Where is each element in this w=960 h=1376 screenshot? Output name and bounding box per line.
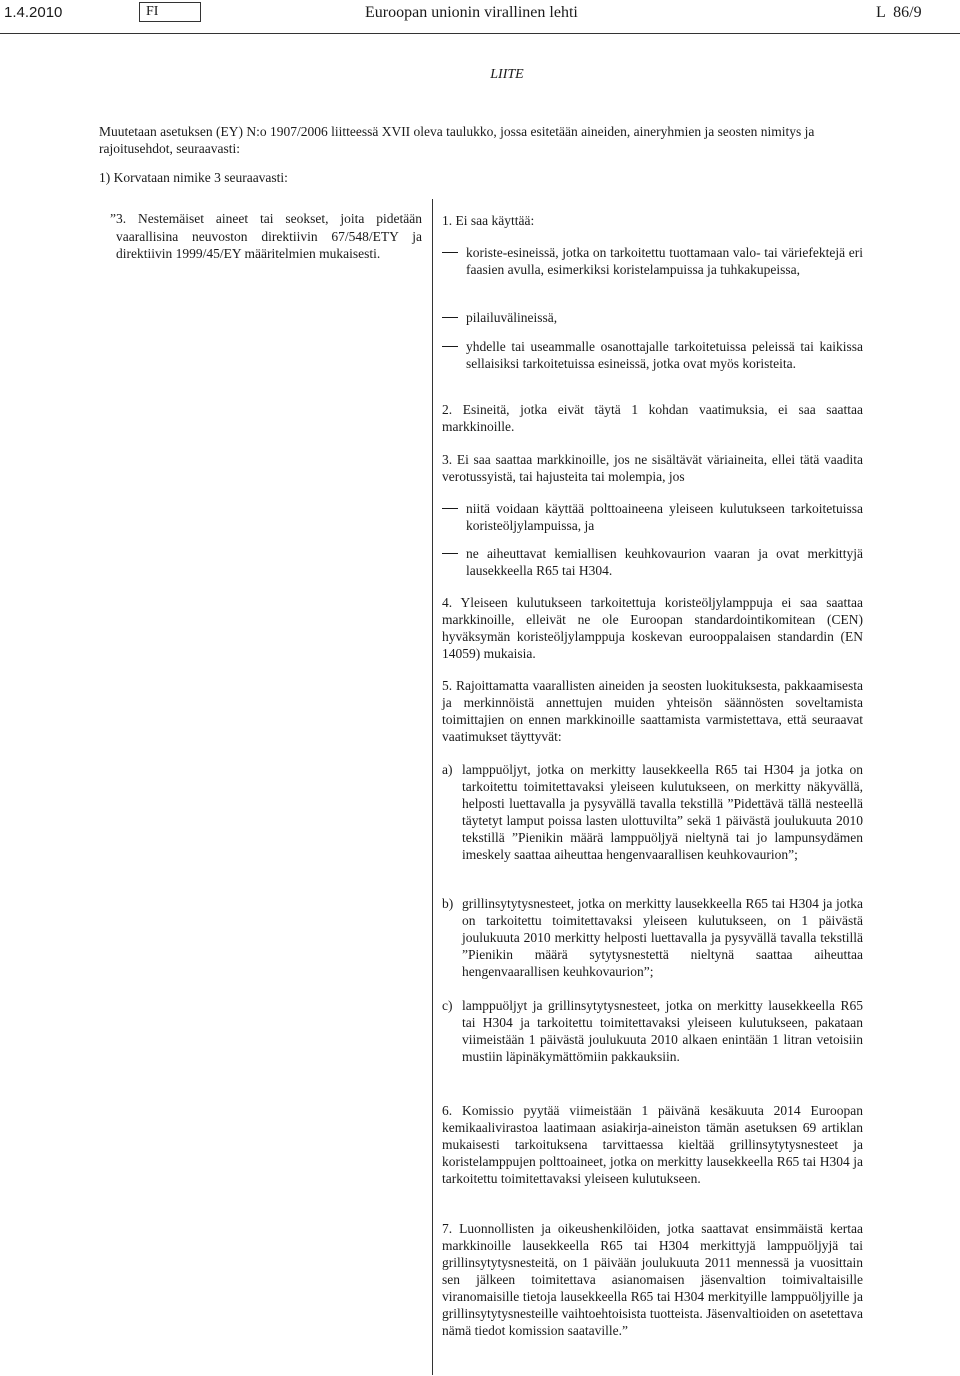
list-item — [442, 761, 863, 863]
list-item-text: pilailuvälineissä, — [466, 310, 558, 325]
dash-marker — [442, 252, 458, 253]
section-title: LIITE — [490, 67, 524, 82]
list-item — [442, 338, 863, 372]
list-item — [442, 500, 863, 534]
language-code-box: FI — [139, 2, 201, 22]
list-letter: a) — [442, 762, 453, 777]
list-item-text: yhdelle tai useammalle osanottajalle tarkoitetuissa peleissä tai kaikissa sellaisiksi tarkoitetuissa esineissä, jotka ovat myös koristeita. — [466, 339, 863, 371]
list-item-text: lamppuöljyt, jotka on merkitty lausekkeella R65 tai H304 ja jotka on tarkoitettu toimitettavaksi yleiseen kulutukseen, on merkitty näkyvällä, helposti luettavalla ja pysyvällä tavalla tekstillä ”Pidettävä tällä nesteellä täytetyt lamput poissa lasten ulottuvilta” sekä 1 päivästä joulukuuta 2010 tekstillä ”Pienikin määrä lamppuöljyä nieltynä tai jo lampunsydämen imeskely saattaa aiheuttaa hengenvaarallisen keuhkovaurion”; — [462, 762, 863, 862]
amendment-item-1: 1) Korvataan nimike 3 seuraavasti: — [99, 170, 288, 185]
substance-entry-text: 3. Nestemäiset aineet tai seokset, joita pidetään vaarallisina neuvoston direktiivin 67/548/ETY ja direktiivin 1999/45/EY määritelmien mukaisesti. — [116, 211, 422, 261]
list-item — [442, 545, 863, 579]
list-item-text: lamppuöljyt ja grillinsytytysnesteet, jotka on merkitty lausekkeella R65 tai H304 ja tarkoitettu toimitettavaksi yleiseen kulutukseen, pakataan viimeistään 1 päivästä joulukuuta 2010 alkaen enintään 1 litran vetoisiin mustiin läpinäkymättömiin pakkauksiin. — [462, 998, 863, 1064]
list-letter: b) — [442, 896, 454, 911]
opening-quote: ” — [110, 211, 116, 226]
table-column-divider — [432, 199, 433, 1375]
dash-marker — [442, 317, 458, 318]
restriction-paragraph-6: 6. Komissio pyytää viimeistään 1 päivänä kesäkuuta 2014 Euroopan kemikaalivirastoa laatimaan asiakirja-aineiston tämän asetuksen 69 artiklan mukaisesti tarkoituksena tarvittaessa kieltää grillinsytytysnesteet ja koristelamppujen polttoaineet, jotka on merkitty lausekkeella R65 tai H304 ja tarkoitettu toimitettavaksi yleiseen kulutukseen. — [442, 1103, 863, 1186]
list-item-text: ne aiheuttavat kemiallisen keuhkovaurion vaaran ja ovat merkittyjä lausekkeella R65 tai H304. — [466, 546, 863, 578]
dash-marker — [442, 508, 458, 509]
restriction-paragraph-4: 4. Yleiseen kulutukseen tarkoitettuja koristeöljylamppuja ei saa saattaa markkinoille, elleivät ne ole Euroopan standardointikomitean (CEN) hyväksymän koristeöljylamppuja koskevan eurooppalaisen standardin (EN 14059) mukaisia. — [442, 595, 863, 661]
list-item — [442, 997, 863, 1065]
restriction-paragraph-1: 1. Ei saa käyttää: — [442, 213, 535, 228]
restriction-paragraph-5: 5. Rajoittamatta vaarallisten aineiden ja seosten luokituksesta, pakkaamisesta ja merkinnöistä annettujen muiden yhteisön säännösten soveltamista toimittajien on ennen markkinoille saattamista varmistettava, että seuraavat vaatimukset täyttyvät: — [442, 678, 863, 744]
intro-paragraph: Muutetaan asetuksen (EY) N:o 1907/2006 liitteessä XVII oleva taulukko, jossa esitetään aineiden, aineryhmien ja seosten nimitys ja rajoitusehdot, seuraavasti: — [99, 124, 815, 156]
list-item-text: niitä voidaan käyttää polttoaineena yleiseen kulutukseen tarkoitetuissa koristeöljylampuissa, ja — [466, 501, 863, 533]
dash-marker — [442, 553, 458, 554]
table-left-cell — [110, 210, 422, 263]
list-letter: c) — [442, 998, 453, 1013]
journal-title: Euroopan unionin virallinen lehti — [365, 4, 578, 21]
header-divider — [0, 33, 960, 34]
restriction-paragraph-7: 7. Luonnollisten ja oikeushenkilöiden, jotka saattavat ensimmäistä kertaa markkinoille lausekkeella R65 tai H304 merkittyjä lamppuöljyjä tai grillinsytytysnesteitä, on 1 päivään joulukuuta 2011 mennessä ja vuosittain sen jälkeen toimitettava asianomaisen jäsenvaltion toimivaltaisille viranomaisille tietoja lausekkeella R65 tai H304 merkityille lamppuöljyille ja grillinsytytysnesteille vaihtoehtoisista tuotteista. Jäsenvaltioiden on asetettava nämä tiedot komission saataville.” — [442, 1221, 863, 1338]
dash-marker — [442, 346, 458, 347]
list-item — [442, 895, 863, 980]
restriction-paragraph-2: 2. Esineitä, jotka eivät täytä 1 kohdan vaatimuksia, ei saa saattaa markkinoille. — [442, 402, 863, 434]
restriction-paragraph-3: 3. Ei saa saattaa markkinoille, jos ne sisältävät väriaineita, ellei tätä vaadita verotussyistä, tai hajusteita tai molempia, jos — [442, 452, 863, 484]
list-item-text: grillinsytytysnesteet, jotka on merkitty lausekkeella R65 tai H304 ja jotka on tarkoitettu toimitettavaksi yleiseen kulutukseen, on 1 päivästä joulukuuta 2010 merkitty helposti luettavalla ja pysyvällä tavalla tekstillä ”Pienikin määrä sytytysnestettä nieltynä saattaa aiheuttaa hengenvaarallisen keuhkovaurion”; — [462, 896, 863, 979]
list-item — [442, 309, 863, 326]
list-item-text: koriste-esineissä, jotka on tarkoitettu tuottamaan valo- tai väriefektejä eri faasien avulla, esimerkiksi koristelampuissa ja tuhkakupeissa, — [466, 245, 863, 277]
page-reference: L 86/9 — [876, 4, 922, 21]
publication-date: 1.4.2010 — [4, 4, 63, 21]
list-item — [442, 244, 863, 278]
